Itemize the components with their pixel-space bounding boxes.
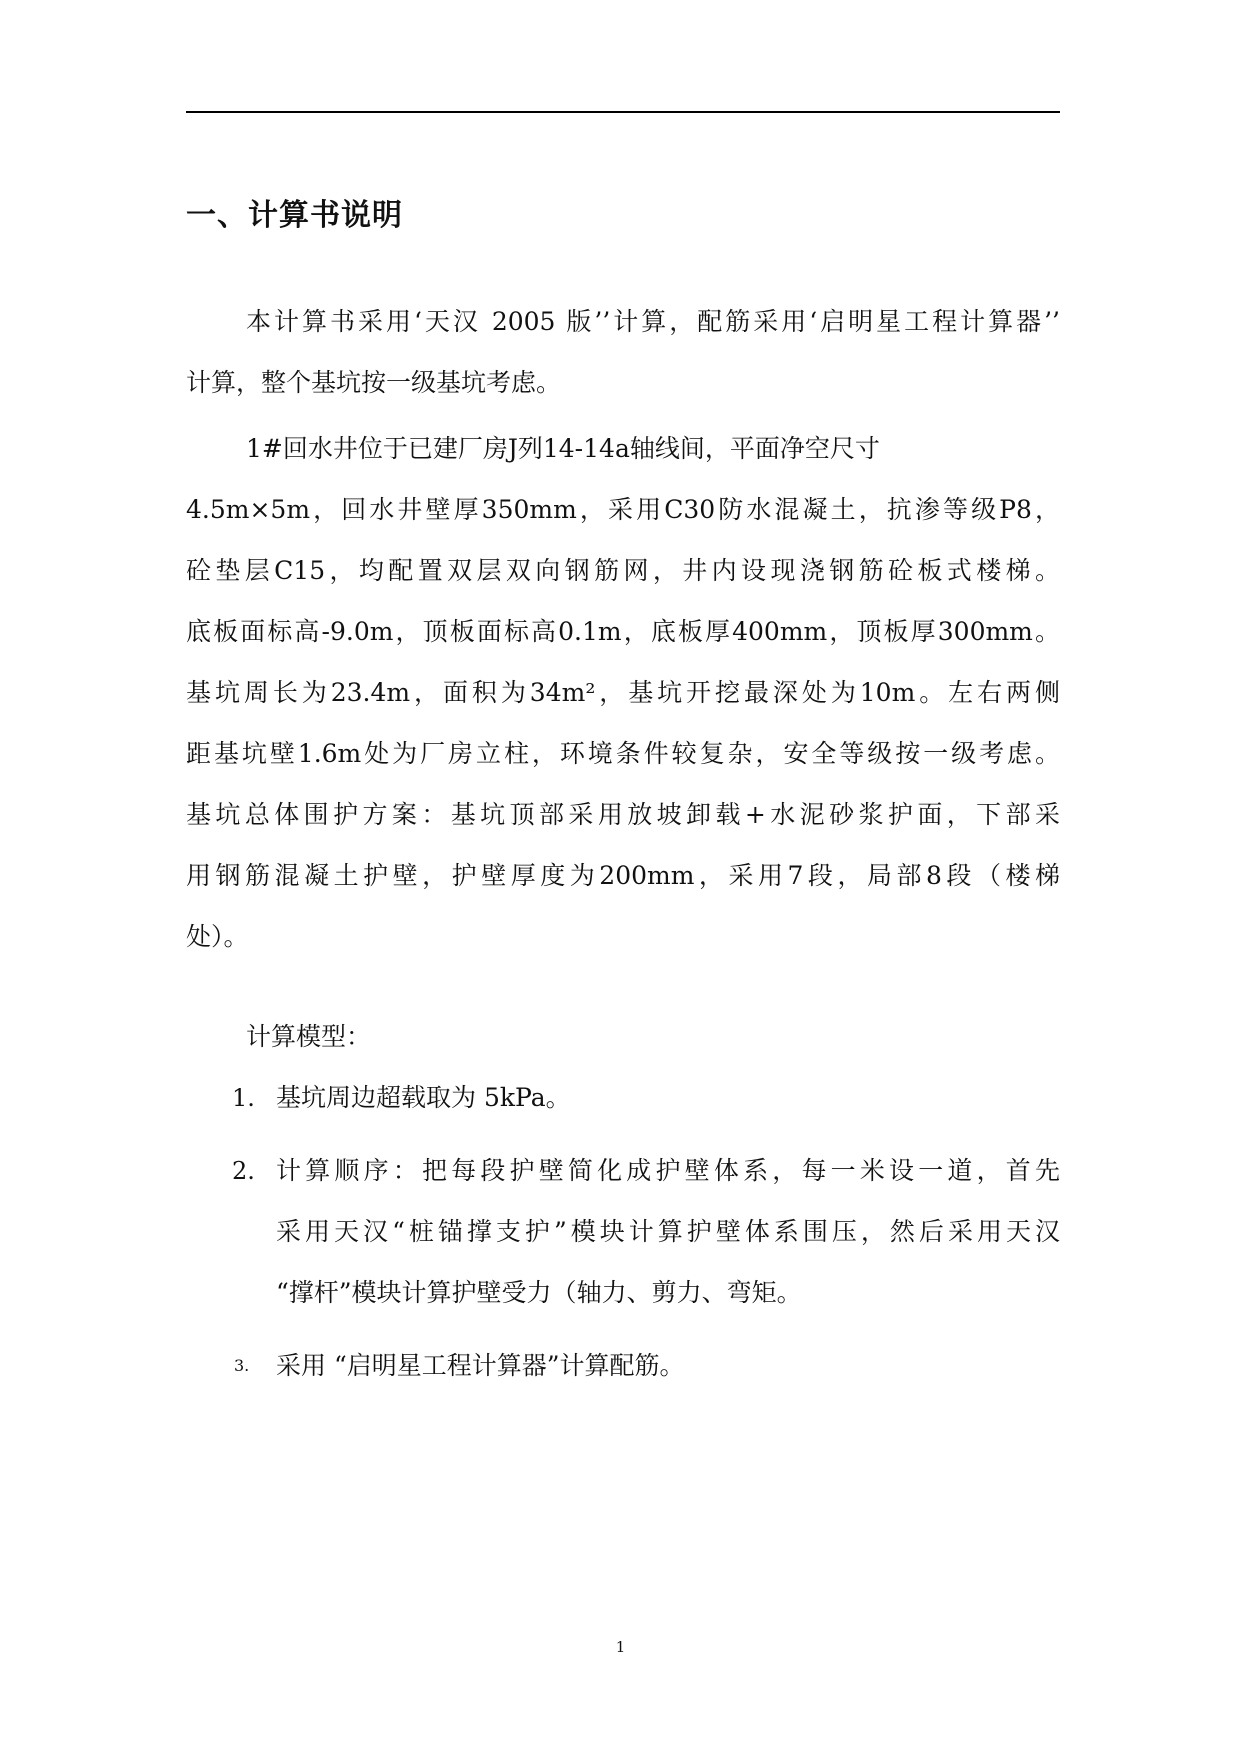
list-item-number: 3.	[234, 1356, 250, 1375]
paragraph-2-line-2: 4.5m×5m，回水井壁厚350mm，采用C30防水混凝土，抗渗等级P8，	[186, 495, 1060, 524]
list-item-text: 计算顺序：把每段护壁简化成护壁体系，每一米设一道，首先	[276, 1156, 1060, 1185]
list-item-number: 1.	[232, 1084, 255, 1112]
list-item-number: 2.	[232, 1157, 255, 1185]
paragraph-2-line-4: 底板面标高-9.0m，顶板面标高0.1m，底板厚400mm，顶板厚300mm。	[186, 617, 1060, 646]
header-rule	[186, 111, 1060, 113]
paragraph-1-line-2: 计算，整个基坑按一级基坑考虑。	[186, 368, 562, 397]
model-label: 计算模型：	[246, 1022, 372, 1051]
paragraph-2-line-1: 1#回水井位于已建厂房J列14-14a轴线间，平面净空尺寸	[246, 434, 880, 463]
paragraph-2-line-7: 基坑总体围护方案：基坑顶部采用放坡卸载+水泥砂浆护面，下部采	[186, 800, 1060, 829]
paragraph-2-line-5: 基坑周长为23.4m，面积为34m²，基坑开挖最深处为10m。左右两侧	[186, 678, 1060, 707]
paragraph-2-line-6: 距基坑壁1.6m处为厂房立柱，环境条件较复杂，安全等级按一级考虑。	[186, 739, 1060, 768]
list-item-text: 基坑周边超载取为 5kPa。	[276, 1083, 571, 1112]
page-number: 1	[615, 1638, 626, 1656]
list-item-text: “撑杆”模块计算护壁受力（轴力、剪力、弯矩。	[276, 1278, 802, 1307]
paragraph-2-line-3: 砼垫层C15，均配置双层双向钢筋网，井内设现浇钢筋砼板式楼梯。	[186, 556, 1060, 585]
paragraph-1-line-1: 本计算书采用‘天汉 2005 版’’计算，配筋采用‘启明星工程计算器’’	[246, 307, 1060, 336]
list-item-text: 采用天汉“桩锚撑支护”模块计算护壁体系围压，然后采用天汉	[276, 1217, 1060, 1246]
section-heading: 一、计算书说明	[186, 198, 403, 233]
paragraph-2-line-9: 处）。	[186, 922, 249, 951]
paragraph-2-line-8: 用钢筋混凝土护壁，护壁厚度为200mm，采用7段，局部8段（楼梯	[186, 861, 1060, 890]
list-item-text: 采用 “启明星工程计算器”计算配筋。	[276, 1351, 685, 1380]
